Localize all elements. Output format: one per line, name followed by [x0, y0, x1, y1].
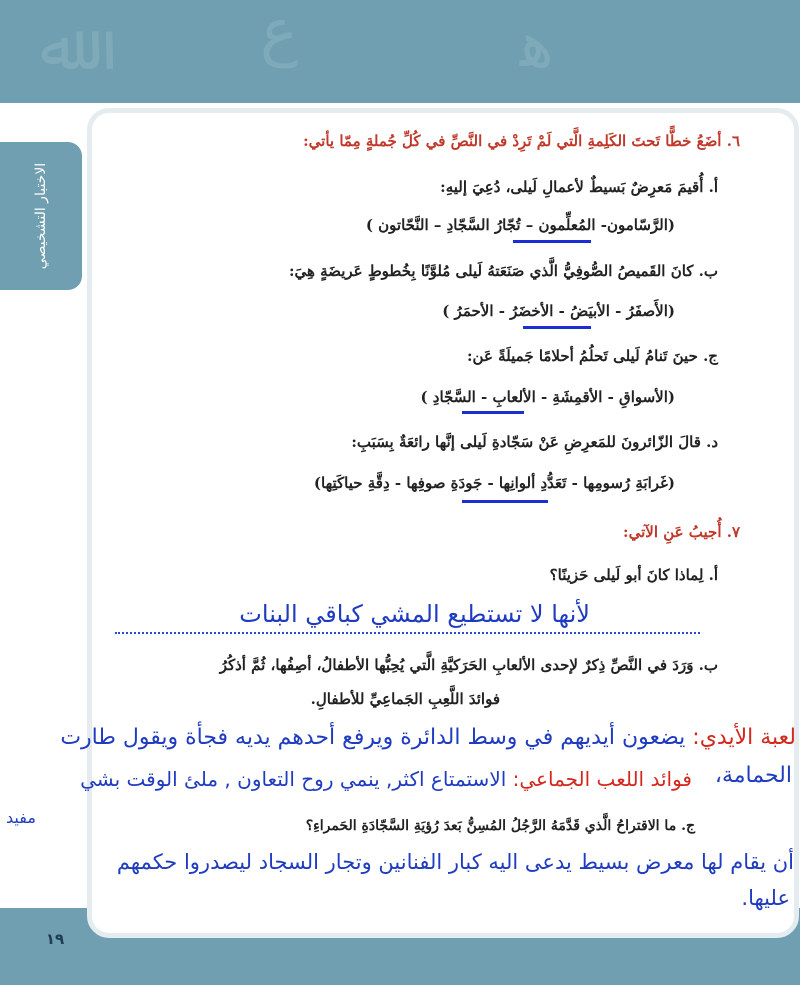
- decorative-calligraphy: ﷲ: [40, 11, 78, 85]
- q7-a-answer-line: [115, 632, 700, 634]
- q7-b-answer2: [80, 767, 692, 791]
- side-tab[interactable]: [0, 142, 82, 290]
- q6-c-underline: [462, 411, 524, 414]
- q7-a-text: أ. لِماذا كانَ أبو لَيلى حَزينًا؟: [549, 566, 718, 584]
- q6-d-underline: [462, 500, 548, 503]
- q6-c-options: (الأسواقِ - الأقمِشَةِ - الألعابِ - السَّجّادِ ): [420, 388, 675, 406]
- header-band: [0, 0, 800, 103]
- q7-b-answer1: [60, 725, 796, 750]
- q6-b-options: (الأَصفَرُ - الأبيَضُ - الأخضَرُ - الأحمَرُ ): [442, 302, 675, 320]
- q7-title: ٧. أُجيبُ عَنِ الآتي:: [623, 523, 740, 541]
- q7-b-answer1-label: لعبة الأيدي:: [692, 725, 796, 750]
- q7-b-answer2-text: الاستمتاع اكثر, ينمي روح التعاون , ملئ الوقت بشي: [80, 767, 507, 791]
- q7-c-answer-line1: أن يقام لها معرض بسيط يدعى اليه كبار الفنانين وتجار السجاد ليصدروا حكمهم: [116, 850, 794, 874]
- q7-c-text: ج. ما الاقتراحُ الَّذي قَدَّمَهُ الرَّجُلُ المُسِنُّ بَعدَ رُؤيَةِ السَّجّادَةِ الحَمراءِ؟: [305, 818, 695, 834]
- q7-b-text-line1: ب. وَرَدَ في النَّصِّ ذِكرٌ لإحدى الألعابِ الحَرَكيَّةِ الَّتي يُحِبُّها الأطفالُ، أصِفُها، ثُمَّ أذكُرُ: [219, 656, 718, 674]
- page-number: ١٩: [45, 930, 65, 948]
- q7-b-answer1-line2: الحمامة،: [714, 763, 792, 788]
- q6-a-underline: [513, 240, 591, 243]
- q7-c-answer-line2: عليها.: [741, 886, 790, 910]
- q6-c-text: ج. حينَ تَنامُ لَيلى تَحلُمُ أحلامًا جَميلَةً عَن:: [467, 347, 718, 365]
- q6-b-underline: [523, 326, 591, 329]
- q7-b-answer1-line1: يضعون أيديهم في وسط الدائرة ويرفع أحدهم يديه فجأة ويقول طارت: [60, 725, 686, 750]
- q6-d-text: د. قالَ الزّائرونَ للمَعرِضِ عَنْ سَجّادةِ لَيلى إنَّها رائعَةٌ بِسَبَبِ:: [351, 433, 718, 451]
- decorative-calligraphy: ﻫ: [520, 8, 554, 82]
- decorative-calligraphy: ﻉ: [260, 0, 299, 69]
- q6-title: ٦. أضَعُ خطًّا تَحتَ الكَلِمةِ الَّتي لَمْ تَرِدْ في النَّصِّ في كُلِّ جُملةٍ مِمّا يأتي:: [303, 132, 740, 150]
- q7-b-text-line2: فوائدَ اللَّعِبِ الجَماعِيِّ للأطفالِ.: [310, 690, 500, 708]
- q7-b-answer2-label: فوائد اللعب الجماعي:: [512, 767, 692, 791]
- q6-b-text: ب. كانَ القَميصُ الصُّوفِيُّ الَّذي صَنَعَتهُ لَيلى مُلوَّنًا بِخُطوطٍ عَريضَةٍ هِيَ:: [288, 262, 718, 280]
- side-tab-label: الاختبار التشخيصي: [33, 162, 49, 270]
- q6-d-options: (غَرابَةِ رُسومِها - تَعَدُّدِ ألوانِها - جَودَةِ صوفِها - دِقَّةِ حياكَتِها): [313, 474, 675, 492]
- q6-a-options: (الرَّسّامون- المُعلِّمون – تُجّارُ السَّجّادِ – النَّحّاتون ): [365, 216, 675, 234]
- q6-a-text: أ. أُقيمَ مَعرِضٌ بَسيطٌ لأعمالِ لَيلى، دُعِيَ إليهِ:: [440, 178, 718, 196]
- q7-a-answer: لأنها لا تستطيع المشي كباقي البنات: [239, 600, 590, 628]
- q7-b-answer2-tail: مفيد: [6, 808, 36, 827]
